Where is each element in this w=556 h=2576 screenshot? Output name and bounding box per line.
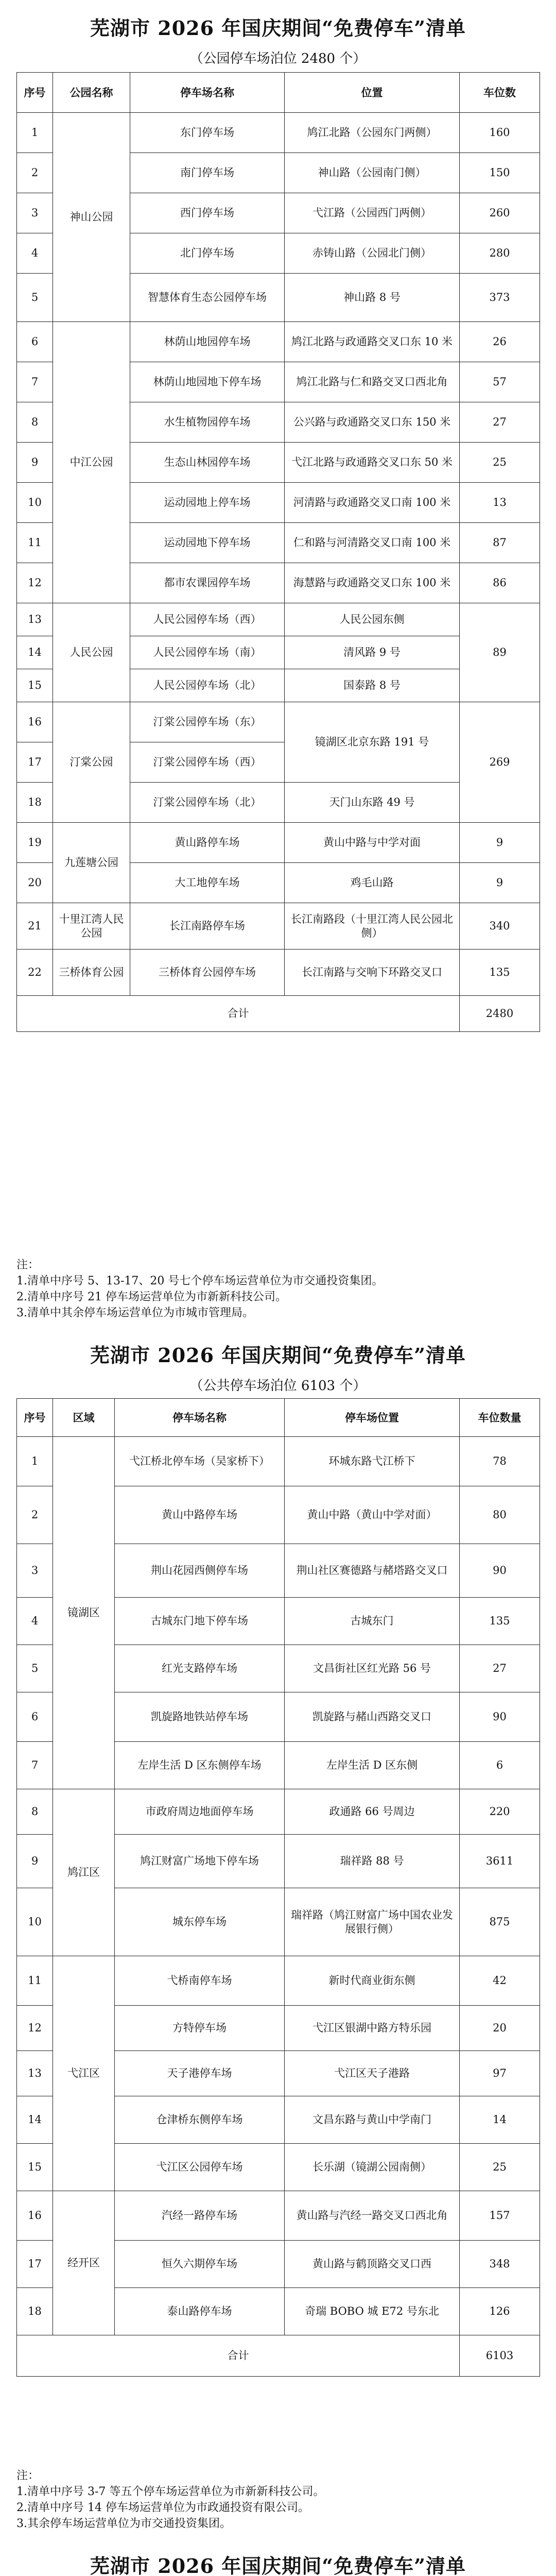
location: 仁和路与河清路交叉口南 100 米 — [285, 523, 460, 563]
page-subtitle: （公共停车场泊位 6103 个） — [189, 1378, 367, 1394]
space-count: 27 — [460, 402, 540, 443]
row-number: 4 — [17, 233, 53, 274]
table-row — [17, 113, 540, 153]
location: 凯旋路与赭山西路交叉口 — [285, 1692, 460, 1742]
parking-lot-name: 西门停车场 — [130, 193, 285, 233]
parking-lot-name: 长江南路停车场 — [130, 903, 285, 950]
space-count: 87 — [460, 523, 540, 563]
row-number: 14 — [17, 636, 53, 669]
parking-lot-name: 城东停车场 — [115, 1888, 285, 1956]
space-count: 80 — [460, 1486, 540, 1544]
park-name: 神山公园 — [53, 113, 130, 322]
location: 瑞祥路 88 号 — [285, 1835, 460, 1888]
park-name: 人民公园 — [53, 603, 130, 702]
space-count: 57 — [460, 362, 540, 402]
row-number: 3 — [17, 1544, 53, 1598]
space-count: 9 — [460, 823, 540, 863]
district-name: 弋江区 — [53, 1956, 115, 2191]
location: 长乐湖（镜湖公园南侧） — [285, 2144, 460, 2191]
location: 神山路 8 号 — [285, 274, 460, 322]
space-count: 280 — [460, 233, 540, 274]
row-number: 6 — [17, 322, 53, 362]
space-count: 78 — [460, 1437, 540, 1486]
row-number: 11 — [17, 1956, 53, 2006]
note-line: 2.清单中序号 14 停车场运营单位为市政通投资有限公司。 — [16, 2501, 309, 2514]
parking-lot-name: 天子港停车场 — [115, 2051, 285, 2096]
parking-lot-name: 大工地停车场 — [130, 863, 285, 903]
parking-lot-name: 荆山花园西侧停车场 — [115, 1544, 285, 1598]
park-name: 汀棠公园 — [53, 702, 130, 823]
parking-lot-name: 汽经一路停车场 — [115, 2191, 285, 2241]
parking-lot-name: 运动园地下停车场 — [130, 523, 285, 563]
parking-lot-name: 汀棠公园停车场（西） — [130, 742, 285, 783]
space-count: 90 — [460, 1544, 540, 1598]
table-row — [17, 322, 540, 362]
row-number: 13 — [17, 2051, 53, 2096]
row-number: 7 — [17, 1742, 53, 1789]
row-number: 17 — [17, 742, 53, 783]
row-number: 1 — [17, 113, 53, 153]
location: 奇瑞 BOBO 城 E72 号东北 — [285, 2288, 460, 2335]
note-line: 注： — [16, 1259, 40, 1272]
column-header: 停车场位置 — [285, 1399, 460, 1437]
space-count: 25 — [460, 443, 540, 483]
location: 新时代商业街东侧 — [285, 1956, 460, 2006]
table-row — [17, 903, 540, 950]
note-line: 1.清单中序号 5、13-17、20 号七个停车场运营单位为市交通投资集团。 — [16, 1275, 384, 1287]
parking-lot-name: 方特停车场 — [115, 2006, 285, 2051]
row-number: 2 — [17, 1486, 53, 1544]
section-park-parking — [0, 12, 556, 67]
space-count: 126 — [460, 2288, 540, 2335]
space-count: 26 — [460, 322, 540, 362]
location: 政通路 66 号周边 — [285, 1789, 460, 1835]
location: 人民公园东侧 — [285, 603, 460, 636]
space-count: 86 — [460, 563, 540, 603]
column-header: 车位数量 — [460, 1399, 540, 1437]
space-count: 220 — [460, 1789, 540, 1835]
space-count: 90 — [460, 1692, 540, 1742]
location: 荆山社区赛德路与赭塔路交叉口 — [285, 1544, 460, 1598]
row-number: 5 — [17, 1645, 53, 1692]
parking-lot-name: 市政府周边地面停车场 — [115, 1789, 285, 1835]
public-notes — [16, 2468, 540, 2532]
location: 长江南路与交响下环路交叉口 — [285, 950, 460, 996]
table-row — [17, 996, 540, 1032]
park-name: 三桥体育公园 — [53, 950, 130, 996]
page-title: 芜湖市 2026 年国庆期间“免费停车”清单 — [90, 16, 466, 40]
location: 鸠江北路与仁和路交叉口西北角 — [285, 362, 460, 402]
parking-lot-name: 人民公园停车场（南） — [130, 636, 285, 669]
location: 环城东路弋江桥下 — [285, 1437, 460, 1486]
location: 鸡毛山路 — [285, 863, 460, 903]
note-line: 3.清单中其余停车场运营单位为市城市管理局。 — [16, 1307, 254, 1319]
space-count: 89 — [460, 603, 540, 702]
row-number: 12 — [17, 563, 53, 603]
parking-lot-name: 水生植物园停车场 — [130, 402, 285, 443]
parking-lot-name: 汀棠公园停车场（北） — [130, 783, 285, 823]
parking-lot-name: 智慧体育生态公园停车场 — [130, 274, 285, 322]
park-name: 九莲塘公园 — [53, 823, 130, 903]
table-row — [17, 2191, 540, 2241]
location: 文昌街社区红光路 56 号 — [285, 1645, 460, 1692]
location: 海慧路与政通路交叉口东 100 米 — [285, 563, 460, 603]
location: 弋江北路与政通路交叉口东 50 米 — [285, 443, 460, 483]
row-number: 8 — [17, 1789, 53, 1835]
row-number: 9 — [17, 443, 53, 483]
park-name: 中江公园 — [53, 322, 130, 603]
parking-lot-name: 弋江桥北停车场（吴家桥下） — [115, 1437, 285, 1486]
space-count: 160 — [460, 113, 540, 153]
section-public-parking — [0, 1340, 556, 1394]
table-row — [17, 823, 540, 863]
section-road-parking — [0, 2550, 556, 2576]
park-name: 十里江湾人民公园 — [53, 903, 130, 950]
district-name: 鸠江区 — [53, 1789, 115, 1956]
row-number: 16 — [17, 702, 53, 742]
parking-lot-name: 汀棠公园停车场（东） — [130, 702, 285, 742]
space-count: 25 — [460, 2144, 540, 2191]
district-name: 镜湖区 — [53, 1437, 115, 1789]
parking-lot-name: 弋桥南停车场 — [115, 1956, 285, 2006]
location: 弋江区银湖中路方特乐园 — [285, 2006, 460, 2051]
parking-lot-name: 都市农课园停车场 — [130, 563, 285, 603]
table-row — [17, 1399, 540, 1437]
table-row — [17, 73, 540, 113]
total-value: 2480 — [460, 996, 540, 1032]
space-count: 27 — [460, 1645, 540, 1692]
total-label: 合计 — [17, 2335, 460, 2377]
parking-lot-name: 恒久六期停车场 — [115, 2241, 285, 2288]
location: 文昌东路与黄山中学南门 — [285, 2096, 460, 2144]
parking-lot-name: 生态山林园停车场 — [130, 443, 285, 483]
space-count: 14 — [460, 2096, 540, 2144]
row-number: 6 — [17, 1692, 53, 1742]
location: 古城东门 — [285, 1598, 460, 1645]
page-title: 芜湖市 2026 年国庆期间“免费停车”清单 — [90, 2554, 466, 2576]
row-number: 2 — [17, 153, 53, 193]
column-header: 区域 — [53, 1399, 115, 1437]
space-count: 150 — [460, 153, 540, 193]
parking-lot-name: 黄山中路停车场 — [115, 1486, 285, 1544]
location: 黄山中路与中学对面 — [285, 823, 460, 863]
location: 黄山路与汽经一路交叉口西北角 — [285, 2191, 460, 2241]
column-header: 停车场名称 — [115, 1399, 285, 1437]
row-number: 10 — [17, 1888, 53, 1956]
column-header: 停车场名称 — [130, 73, 285, 113]
row-number: 13 — [17, 603, 53, 636]
note-line: 注： — [16, 2469, 40, 2482]
parking-lot-name: 仓津桥东侧停车场 — [115, 2096, 285, 2144]
parking-lot-name: 左岸生活 D 区东侧停车场 — [115, 1742, 285, 1789]
parking-lot-name: 古城东门地下停车场 — [115, 1598, 285, 1645]
space-count: 260 — [460, 193, 540, 233]
space-count: 157 — [460, 2191, 540, 2241]
page-title: 芜湖市 2026 年国庆期间“免费停车”清单 — [90, 1344, 466, 1367]
parking-lot-name: 林荫山地园地下停车场 — [130, 362, 285, 402]
row-number: 12 — [17, 2006, 53, 2051]
space-count: 9 — [460, 863, 540, 903]
table-row — [17, 702, 540, 742]
row-number: 19 — [17, 823, 53, 863]
row-number: 16 — [17, 2191, 53, 2241]
location: 弋江路（公园西门两侧） — [285, 193, 460, 233]
parking-lot-name: 运动园地上停车场 — [130, 483, 285, 523]
total-value: 6103 — [460, 2335, 540, 2377]
row-number: 22 — [17, 950, 53, 996]
row-number: 3 — [17, 193, 53, 233]
district-name: 经开区 — [53, 2191, 115, 2335]
space-count: 269 — [460, 702, 540, 823]
location: 天门山东路 49 号 — [285, 783, 460, 823]
space-count: 340 — [460, 903, 540, 950]
parking-lot-name: 弋江区公园停车场 — [115, 2144, 285, 2191]
space-count: 135 — [460, 1598, 540, 1645]
public-parking-table — [16, 1398, 540, 2377]
table-row — [17, 603, 540, 636]
location: 鸠江北路（公园东门两侧） — [285, 113, 460, 153]
total-label: 合计 — [17, 996, 460, 1032]
space-count: 135 — [460, 950, 540, 996]
row-number: 1 — [17, 1437, 53, 1486]
parking-lot-name: 鸠江财富广场地下停车场 — [115, 1835, 285, 1888]
column-header: 车位数 — [460, 73, 540, 113]
parking-lot-name: 黄山路停车场 — [130, 823, 285, 863]
location: 公兴路与政通路交叉口东 150 米 — [285, 402, 460, 443]
column-header: 位置 — [285, 73, 460, 113]
note-line: 2.清单中序号 21 停车场运营单位为市新新科技公司。 — [16, 1291, 287, 1303]
parking-lot-name: 南门停车场 — [130, 153, 285, 193]
space-count: 42 — [460, 1956, 540, 2006]
parking-lot-name: 林荫山地园停车场 — [130, 322, 285, 362]
park-parking-table — [16, 72, 540, 1032]
space-count: 6 — [460, 1742, 540, 1789]
table-row — [17, 2335, 540, 2377]
row-number: 14 — [17, 2096, 53, 2144]
space-count: 3611 — [460, 1835, 540, 1888]
table-row — [17, 1789, 540, 1835]
parking-lot-name: 北门停车场 — [130, 233, 285, 274]
space-count: 348 — [460, 2241, 540, 2288]
location: 赤铸山路（公园北门侧） — [285, 233, 460, 274]
row-number: 10 — [17, 483, 53, 523]
location: 清风路 9 号 — [285, 636, 460, 669]
row-number: 4 — [17, 1598, 53, 1645]
location: 国泰路 8 号 — [285, 669, 460, 702]
row-number: 5 — [17, 274, 53, 322]
parking-lot-name: 人民公园停车场（西） — [130, 603, 285, 636]
row-number: 11 — [17, 523, 53, 563]
row-number: 15 — [17, 2144, 53, 2191]
space-count: 97 — [460, 2051, 540, 2096]
row-number: 15 — [17, 669, 53, 702]
row-number: 18 — [17, 783, 53, 823]
column-header: 序号 — [17, 1399, 53, 1437]
row-number: 8 — [17, 402, 53, 443]
location: 黄山中路（黄山中学对面） — [285, 1486, 460, 1544]
page-subtitle: （公园停车场泊位 2480 个） — [189, 51, 367, 66]
location: 长江南路段（十里江湾人民公园北侧） — [285, 903, 460, 950]
note-line: 3.其余停车场运营单位为市交通投资集团。 — [16, 2517, 231, 2530]
column-header: 公园名称 — [53, 73, 130, 113]
location: 左岸生活 D 区东侧 — [285, 1742, 460, 1789]
parking-lot-name: 东门停车场 — [130, 113, 285, 153]
parking-lot-name: 人民公园停车场（北） — [130, 669, 285, 702]
note-line: 1.清单中序号 3-7 等五个停车场运营单位为市新新科技公司。 — [16, 2485, 325, 2498]
parking-lot-name: 三桥体育公园停车场 — [130, 950, 285, 996]
location: 黄山路与鹤顶路交叉口西 — [285, 2241, 460, 2288]
row-number: 21 — [17, 903, 53, 950]
parking-lot-name: 凯旋路地铁站停车场 — [115, 1692, 285, 1742]
location: 镜湖区北京东路 191 号 — [285, 702, 460, 783]
location: 瑞祥路（鸠江财富广场中国农业发展银行侧） — [285, 1888, 460, 1956]
location: 河清路与政通路交叉口南 100 米 — [285, 483, 460, 523]
table-row — [17, 950, 540, 996]
row-number: 17 — [17, 2241, 53, 2288]
parking-lot-name: 泰山路停车场 — [115, 2288, 285, 2335]
table-row — [17, 1956, 540, 2006]
row-number: 7 — [17, 362, 53, 402]
parking-lot-name: 红光支路停车场 — [115, 1645, 285, 1692]
table-row — [17, 1437, 540, 1486]
location: 神山路（公园南门侧） — [285, 153, 460, 193]
location: 弋江区天子港路 — [285, 2051, 460, 2096]
row-number: 9 — [17, 1835, 53, 1888]
park-notes — [16, 1257, 540, 1321]
row-number: 18 — [17, 2288, 53, 2335]
row-number: 20 — [17, 863, 53, 903]
space-count: 875 — [460, 1888, 540, 1956]
column-header: 序号 — [17, 73, 53, 113]
location: 鸠江北路与政通路交叉口东 10 米 — [285, 322, 460, 362]
space-count: 373 — [460, 274, 540, 322]
space-count: 20 — [460, 2006, 540, 2051]
space-count: 13 — [460, 483, 540, 523]
